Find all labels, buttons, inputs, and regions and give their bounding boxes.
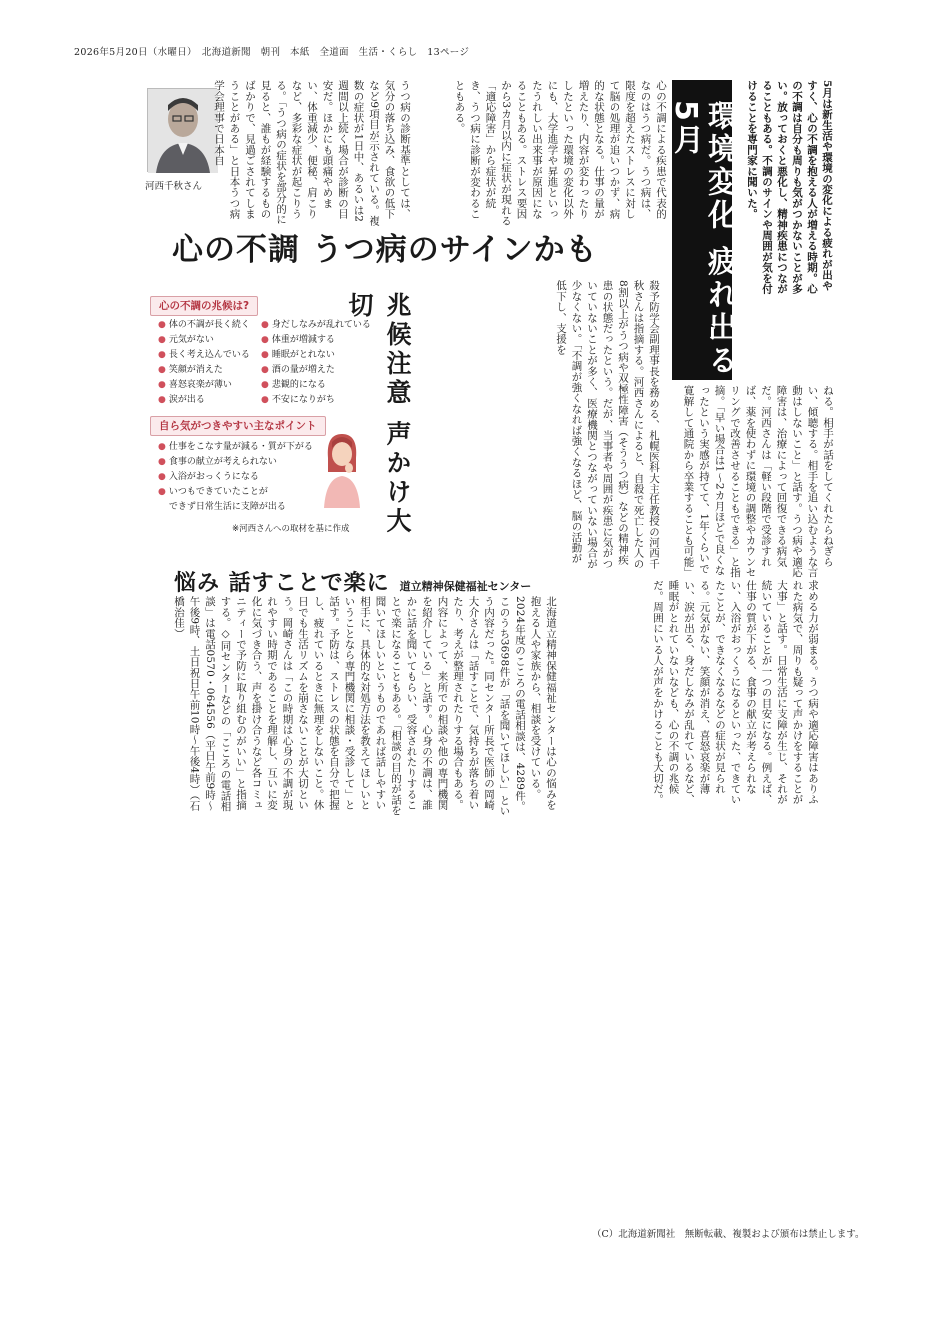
body-column-b: うつ病の診断基準としては、気分の落ち込み、食欲の低下など9項目が示されている。複数の症状が1日中、あるいは2週間以上続く場合が診断の目安だ。ほかにも頭痛やめまい、体重減少、便秘、肩こりなど、多彩な症状が起こりうる。「うつ病の症状を部分的に見ると、誰もが経験するものばかりで、見過ごされてしまうことがある」と日本うつ病学会理事で日本自 (213, 80, 411, 226)
bullet-icon: ● (261, 320, 269, 330)
bullet-icon: ● (261, 380, 269, 390)
body-column-d: 求める力が弱まる。うつ病や適応障害はありふれた病気で、周りも疑って声かけをすることが大事」と話す。日常生活に支障が生じ、それが続いていることが一つの目安になる。例えば、仕事の質が下がる、食事の献立が考えられない、入浴がおっくうになるといった、できていたことが、できなくなるなどの症状が見られる。元気がない、笑顔が消え、喜怒哀楽が薄い、涙が出る、身だしなみが乱れているなど、睡眠がとれていないなども、心の不調の兆候だ。周囲にいる人が声をかけることも大切だ。 (652, 580, 819, 805)
bullet-icon: ● (158, 442, 166, 452)
second-headline-title: 悩み 話すことで楽に (174, 570, 390, 596)
sign-text: 体重が増減する (271, 335, 335, 345)
bullet-icon: ● (261, 395, 269, 405)
signs-row (158, 348, 364, 363)
lead-paragraph: 5月は新生活や環境の変化による疲れが出やすく、心の不調を抱える人が増える時期。心の不調は自分も周りも気がつかないことが多い。放っておくと悪化し、精神疾患につながることもある。不調のサインや周囲が気を付けることを専門家に聞いた。 (746, 80, 833, 294)
sub-headline: 兆候注意 声かけ大切 (345, 292, 412, 537)
thinking-woman-icon (318, 428, 364, 508)
sign-item (261, 363, 364, 378)
signs-row (158, 333, 364, 348)
sign-item (158, 393, 261, 408)
point-text: 食事の献立が考えられない (168, 457, 277, 467)
signs-row (158, 363, 364, 378)
point-text: 仕事をこなす量が減る・質が下がる (168, 442, 313, 452)
sign-text: 睡眠がとれない (271, 350, 335, 360)
signs-info-panel (150, 292, 371, 522)
sign-text: 酒の量が増えた (271, 365, 335, 375)
sign-item (261, 393, 364, 408)
portrait-caption: 河西千秋さん (145, 181, 203, 192)
point-item (158, 485, 323, 515)
portrait-photo (147, 88, 217, 172)
sign-item (158, 348, 261, 363)
topic-headline: 環境変化 疲れ出る5月 (668, 100, 737, 378)
sign-text: 不安になりがち (271, 395, 335, 405)
signs-row (158, 318, 371, 333)
point-item (158, 470, 323, 485)
sign-text: 身だしなみが乱れている (271, 320, 371, 330)
person-photo-icon (148, 89, 218, 173)
signs-list (158, 318, 371, 408)
sign-text: 涙が出る (168, 395, 205, 405)
copyright-notice: （C）北海道新聞社 無断転載、複製および頒布は禁止します。 (592, 1229, 865, 1240)
points-title: 自ら気がつきやすい主なポイント (150, 416, 326, 436)
sign-item (261, 318, 371, 333)
bullet-icon: ● (261, 365, 269, 375)
point-text: いつもできていたことが できず日常生活に支障が出る (168, 487, 286, 512)
point-item (158, 440, 323, 455)
point-item (158, 455, 323, 470)
sign-item (261, 378, 364, 393)
body-column-f: 北海道立精神保健福祉センターは心の悩みを抱える人や家族から、相談を受けている。2024年度のこころの電話相談は、4289件。このうち3698件が「話を聞いてほしい」という内容だった。同センター所長で医師の岡崎大介さんは「話すことで、気持ちが落ち着いたり、考えが整理されたりする場合もある。内容によって、来所での相談や他の専門機関を紹介している」と話す。心身の不調は、誰かに話を聞いてもらい、受容されたりすることで楽になることもある。「相談の目的が話を聞いてほしいというものであれば話しやすい相手に、具体的な対処方法を教えてほしいということなら専門機関に相談・受診して」と話す。予防は、ストレスの状態を自分で把握し、疲れているときに無理をしないこと。休日でも生活リズムを崩さないことが大切という。岡崎さんは「この時期は心身の不調が現れやすい時期であることを理解し、互いに変化に気づき合う、声を掛け合うなど各コミュニティーで予防に取り組むのがいい」と指摘する。◇同センターなどの「こころの電話相談」は電話0570・064556（平日午前9時～午後9時、土日祝日午前10時～午後4時）（石橋治佳） (173, 596, 557, 817)
main-headline: 心の不調 うつ病のサインかも (172, 232, 598, 268)
sign-item (158, 363, 261, 378)
signs-title: 心の不調の兆候は? (150, 296, 258, 316)
bullet-icon: ● (158, 320, 166, 330)
sign-text: 体の不調が長く続く (168, 320, 250, 330)
bullet-icon: ● (158, 472, 166, 482)
body-column-e: ねる。相手が話をしてくれたらねぎらい、傾聴する。相手を追い込むような言動はしないこと」と話す。うつ病や適応障害は、治療によって回復できる病気だ。河西さんは「軽い段階で受診すれば、薬を使わずに環境の調整やカウンセリングで改善させることもできる」と指摘。「早い場合は1～2カ月ほどで良くなったという実感が持てて、1年くらいで寛解して通院から卒業することも可能」 (682, 385, 834, 578)
sign-item (261, 348, 364, 363)
body-column-c: 殺予防学会副理事長を務める、札幌医科大主任教授の河西千秋さんは指摘する。河西さんによると、自殺で死亡した人の8割以上がうつ病や双極性障害（そううつ病）などの精神疾患の状態だったという。だが、当事者や周囲が疾患に気がついていないことが多く、医療機関とつながっていない場合が少なくない。「不調が強くなれば強くなるほど、脳の活動が低下し、支援を (555, 280, 660, 569)
topic-headline-box (668, 80, 737, 380)
point-text: 入浴がおっくうになる (168, 472, 259, 482)
page-header: 2026年5月20日（水曜日） 北海道新聞 朝刊 本紙 全道面 生活・くらし 13ページ (74, 47, 470, 58)
sign-text: 長く考え込んでいる (168, 350, 250, 360)
bullet-icon: ● (158, 350, 166, 360)
panel-source-note: ※河西さんへの取材を基に作成 (232, 524, 350, 534)
bullet-icon: ● (158, 380, 166, 390)
sign-item (158, 378, 261, 393)
sign-text: 悲観的になる (271, 380, 326, 390)
bullet-icon: ● (158, 335, 166, 345)
bullet-icon: ● (261, 350, 269, 360)
bullet-icon: ● (261, 335, 269, 345)
bullet-icon: ● (158, 365, 166, 375)
sign-item (158, 318, 261, 333)
sign-text: 元気がない (168, 335, 214, 345)
second-headline-source: 道立精神保健福祉センター (399, 580, 532, 593)
signs-row (158, 378, 364, 393)
signs-row (158, 393, 364, 408)
sign-text: 笑顔が消えた (168, 365, 223, 375)
body-column-a: 心の不調による疾患で代表的なのはうつ病だ。うつ病は、限度を超えたストレスに対して脳の処理が追いつかず、病的な状態となる。仕事の量が増えたり、内容が変わったりしたといった環境の変化以外にも、大学進学や昇進といったうれしい出来事が原因になることもある。ストレス要因から3カ月以内に症状が現れる「適応障害」から症状が続き、うつ病に診断が変わることもある。 (453, 80, 667, 226)
sign-item (158, 333, 261, 348)
sign-text: 喜怒哀楽が薄い (168, 380, 232, 390)
points-list (158, 440, 323, 515)
bullet-icon: ● (158, 395, 166, 405)
sign-item (261, 333, 364, 348)
bullet-icon: ● (158, 457, 166, 467)
bullet-icon: ● (158, 487, 166, 497)
second-headline (174, 566, 531, 597)
